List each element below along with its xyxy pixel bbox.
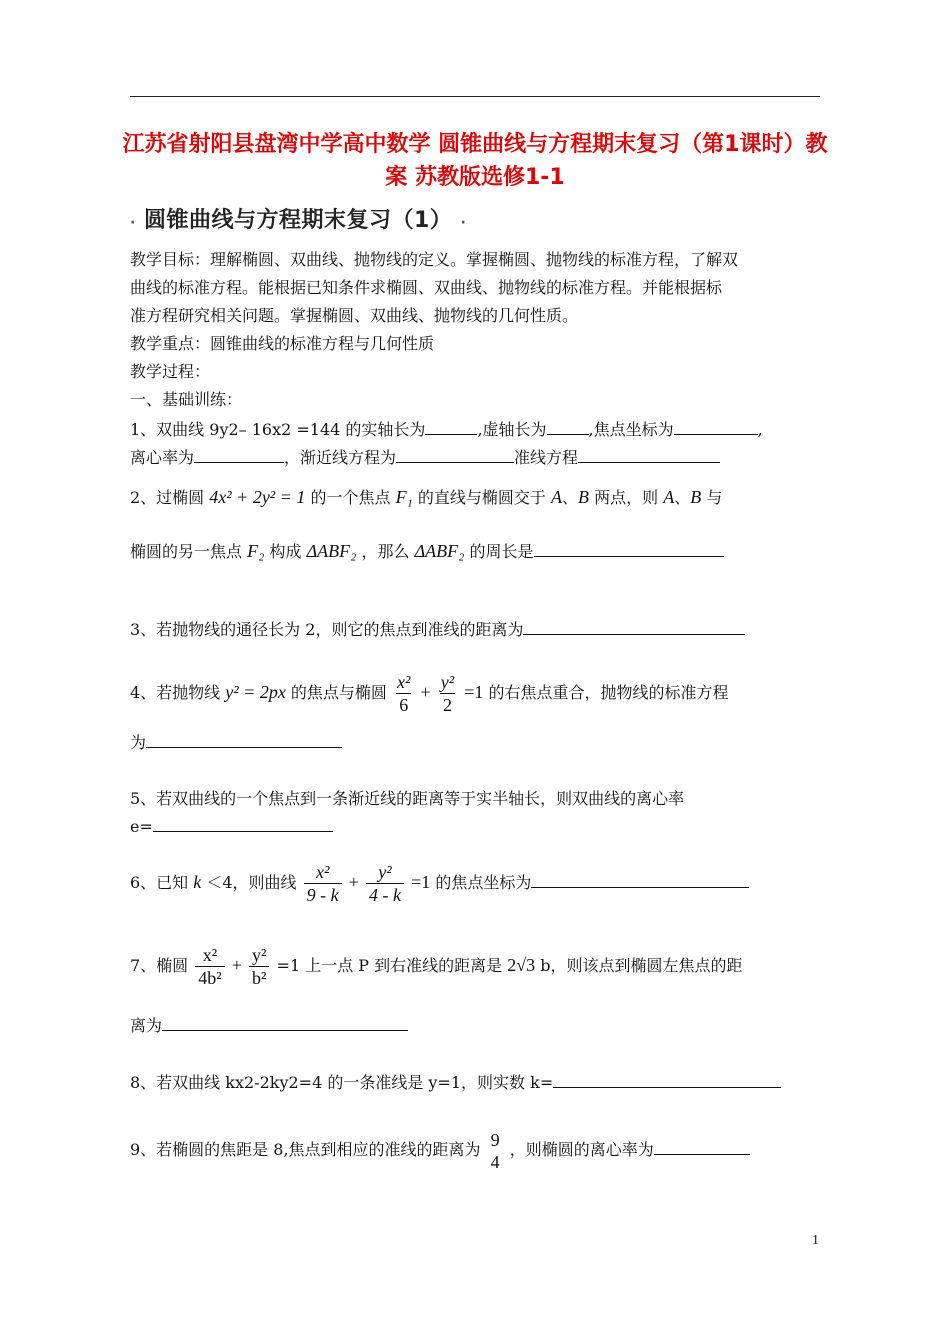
ellipse-equation: 4x² + 2y² = 1 [209, 487, 306, 507]
fraction: $\frac{\text{y²}}{2}$ [440, 672, 455, 715]
page-number: 1 [812, 1233, 819, 1248]
answer-blank[interactable] [531, 873, 749, 888]
fraction: $\frac{\text{y²}}{4 - k}$ [366, 861, 404, 906]
question-9: 9、若椭圆的焦距是 8,焦点到相应的准线的距离为 9 4 ，则椭圆的离心率为 [130, 1128, 822, 1184]
lesson-heading [130, 203, 466, 234]
question-4-line-2: 为 [130, 733, 822, 753]
section-heading: 一、基础训练： [130, 390, 243, 409]
answer-blank[interactable] [534, 542, 724, 557]
objectives-line-3: 准方程研究相关问题。掌握椭圆、双曲线、抛物线的几何性质。 [130, 306, 579, 325]
question-1-line-1: 1、双曲线 9y2– 16x2 =144 的实轴长为 ,虚轴长为 ,焦点坐标为 , [130, 420, 763, 439]
question-6: 6、已知 k ＜4，则曲线 $\frac{\text{x²}}{9 - k}$ + $\frac{\text{y²}}{4 - k}$ =1 的焦点坐标为 [130, 860, 822, 912]
question-5-line-1: 5、若双曲线的一个焦点到一条渐近线的距离等于实半轴长，则双曲线的离心率 [130, 789, 685, 808]
answer-blank[interactable] [523, 620, 745, 635]
answer-blank[interactable] [153, 817, 333, 832]
question-1-line-2: 离心率为 ，渐近线方程为 准线方程 [130, 448, 822, 468]
objectives-line-1: 教学目标：理解椭圆、双曲线、抛物线的定义。掌握椭圆、抛物线的标准方程，了解双 [130, 250, 739, 269]
fraction: $\frac{\text{y²}}{\text{b²}}$ [249, 944, 269, 989]
lesson-heading-text: 圆锥曲线与方程期末复习（1） [144, 208, 453, 233]
question-5-line-2: e= [130, 817, 822, 837]
parabola-equation: y² = 2px [225, 682, 286, 702]
document-title: 江苏省射阳县盘湾中学高中数学 圆锥曲线与方程期末复习（第1课时）教案 苏教版选修1-1 [122, 132, 828, 190]
question-7-line-1: 7、椭圆 $\frac{\text{x²}}{\text{4b²}}$ + $\frac{\text{y²}}{\text{b²}}$ =1 上一点 P 到右准线的距离是 2√3 b，则该点到椭圆左焦点的距 [130, 945, 743, 988]
question-7-line-2: 离为 [130, 1016, 822, 1036]
answer-blank[interactable] [162, 1016, 408, 1031]
fraction: $\frac{\text{x²}}{6}$ [397, 672, 411, 715]
radical-expression: 2√3 [507, 955, 536, 975]
fraction: $\frac{\text{x²}}{\text{4b²}}$ [195, 944, 224, 989]
question-3: 3、若抛物线的通径长为 2，则它的焦点到准线的距离为 [130, 620, 822, 640]
objectives-line-2: 曲线的标准方程。能根据已知条件求椭圆、双曲线、抛物线的标准方程。并能根据标 [130, 278, 723, 297]
focus-line: 教学重点：圆锥曲线的标准方程与几何性质 [130, 334, 435, 353]
answer-blank[interactable] [578, 448, 720, 463]
process-line: 教学过程： [130, 362, 211, 381]
question-2-line-2: 椭圆的另一焦点 F₂ 构成 ΔABF₂ ，那么 ΔABF₂ 的周长是 [130, 541, 822, 562]
answer-blank[interactable] [194, 448, 284, 463]
fraction: $\frac{\text{x²}}{9 - k}$ [304, 861, 342, 906]
header-rule [130, 96, 820, 97]
question-8: 8、若双曲线 kx2-2ky2=4 的一条准线是 y=1，则实数 k= [130, 1073, 822, 1093]
fraction: 9 4 [490, 1129, 500, 1172]
bullet-dot: · [130, 215, 136, 231]
answer-blank[interactable] [396, 448, 514, 463]
answer-blank[interactable] [425, 420, 477, 435]
answer-blank[interactable] [674, 420, 758, 435]
answer-blank[interactable] [654, 1140, 750, 1155]
bullet-dot: · [460, 215, 467, 231]
question-4-line-1: 4、若抛物线 y² = 2px 的焦点与椭圆 $\frac{\text{x²}}{6}$ + $\frac{\text{y²}}{2}$ =1 的右焦点重合，抛物线的标准方程 [130, 672, 729, 715]
answer-blank[interactable] [553, 1073, 781, 1088]
question-2-line-1: 2、过椭圆 4x² + 2y² = 1 的一个焦点 F₁ 的直线与椭圆交于 A、B 两点，则 A、B 与 [130, 487, 723, 507]
answer-blank[interactable] [146, 733, 342, 748]
answer-blank[interactable] [547, 420, 589, 435]
